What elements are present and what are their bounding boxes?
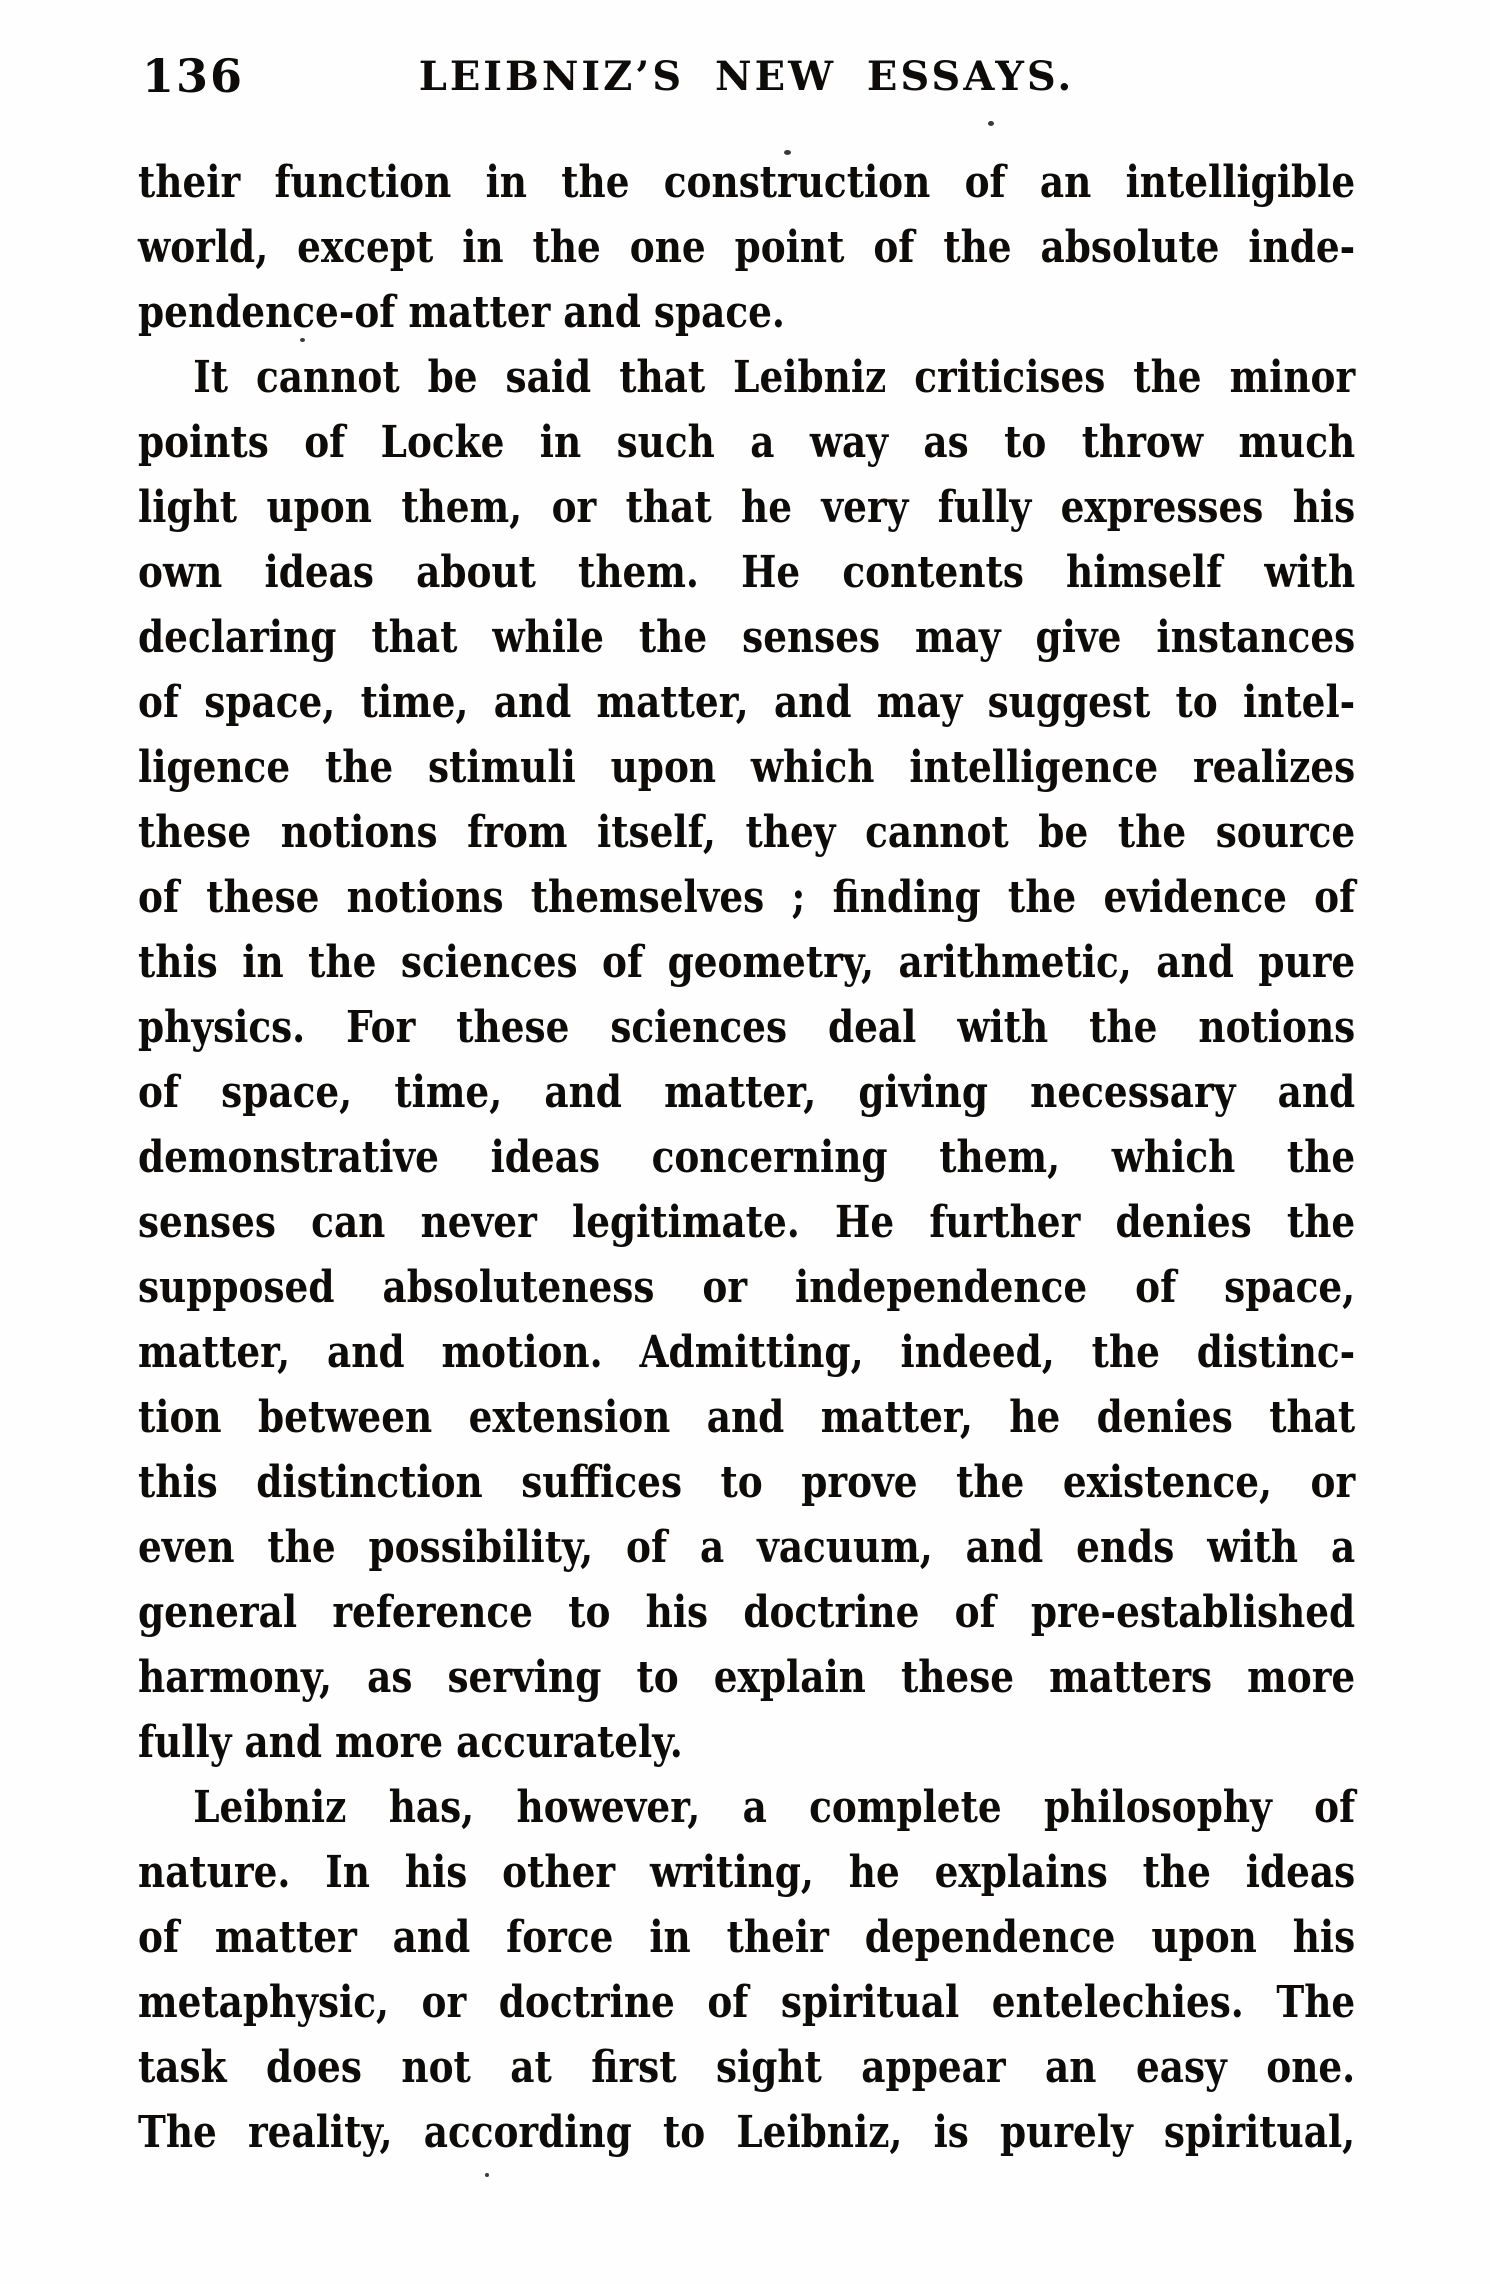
- text-line: light upon them, or that he very fully expresses his: [138, 482, 1356, 533]
- text-line: world, except in the one point of the absolute inde-: [138, 222, 1356, 273]
- text-line: Leibniz has, however, a complete philosophy of: [193, 1782, 1356, 1833]
- text-line: even the possibility, of a vacuum, and ends with a: [138, 1522, 1356, 1573]
- text-line: fully and more accurately.: [138, 1717, 683, 1768]
- text-line: The reality, according to Leibniz, is purely spiritual,: [138, 2107, 1356, 2158]
- text-line: this in the sciences of geometry, arithmetic, and pure: [138, 937, 1356, 988]
- text-line: these notions from itself, they cannot be the source: [138, 807, 1356, 858]
- page-header: [138, 49, 1355, 104]
- running-title: LEIBNIZ’S NEW ESSAYS.: [418, 53, 1075, 100]
- scan-speckle: [988, 121, 994, 126]
- text-line: general reference to his doctrine of pre-established: [138, 1587, 1356, 1638]
- text-line: matter, and motion. Admitting, indeed, the distinc-: [138, 1327, 1356, 1378]
- text-line: this distinction suffices to prove the existence, or: [138, 1457, 1356, 1508]
- text-line: physics. For these sciences deal with the notions: [138, 1002, 1356, 1053]
- scan-speckle: [300, 338, 305, 342]
- text-line: It cannot be said that Leibniz criticises the minor: [193, 352, 1356, 403]
- text-line: nature. In his other writing, he explains the ideas: [138, 1847, 1356, 1898]
- text-line: tion between extension and matter, he denies that: [138, 1392, 1356, 1443]
- text-line: own ideas about them. He contents himself with: [138, 547, 1356, 598]
- text-line: of these notions themselves ; finding the evidence of: [138, 872, 1356, 923]
- text-line: ligence the stimuli upon which intelligence realizes: [138, 742, 1356, 793]
- page-body: [138, 150, 1355, 2165]
- text-line: demonstrative ideas concerning them, which the: [138, 1132, 1356, 1183]
- text-line: pendence-of matter and space.: [138, 287, 785, 338]
- text-line: supposed absoluteness or independence of space,: [138, 1262, 1356, 1313]
- text-line: of matter and force in their dependence upon his: [138, 1912, 1356, 1963]
- text-line: of space, time, and matter, giving necessary and: [138, 1067, 1356, 1118]
- scan-speckle: [784, 150, 791, 155]
- text-line: task does not at first sight appear an easy one.: [138, 2042, 1356, 2093]
- text-line: metaphysic, or doctrine of spiritual entelechies. The: [138, 1977, 1356, 2028]
- text-line: harmony, as serving to explain these matters more: [138, 1652, 1356, 1703]
- text-line: their function in the construction of an intelligible: [138, 157, 1356, 208]
- text-line: declaring that while the senses may give instances: [138, 612, 1356, 663]
- text-line: senses can never legitimate. He further denies the: [138, 1197, 1356, 1248]
- page-number: 136: [142, 49, 245, 103]
- text-line: points of Locke in such a way as to throw much: [138, 417, 1356, 468]
- scan-speckle: [485, 2173, 489, 2177]
- text-line: of space, time, and matter, and may suggest to intel-: [138, 677, 1356, 728]
